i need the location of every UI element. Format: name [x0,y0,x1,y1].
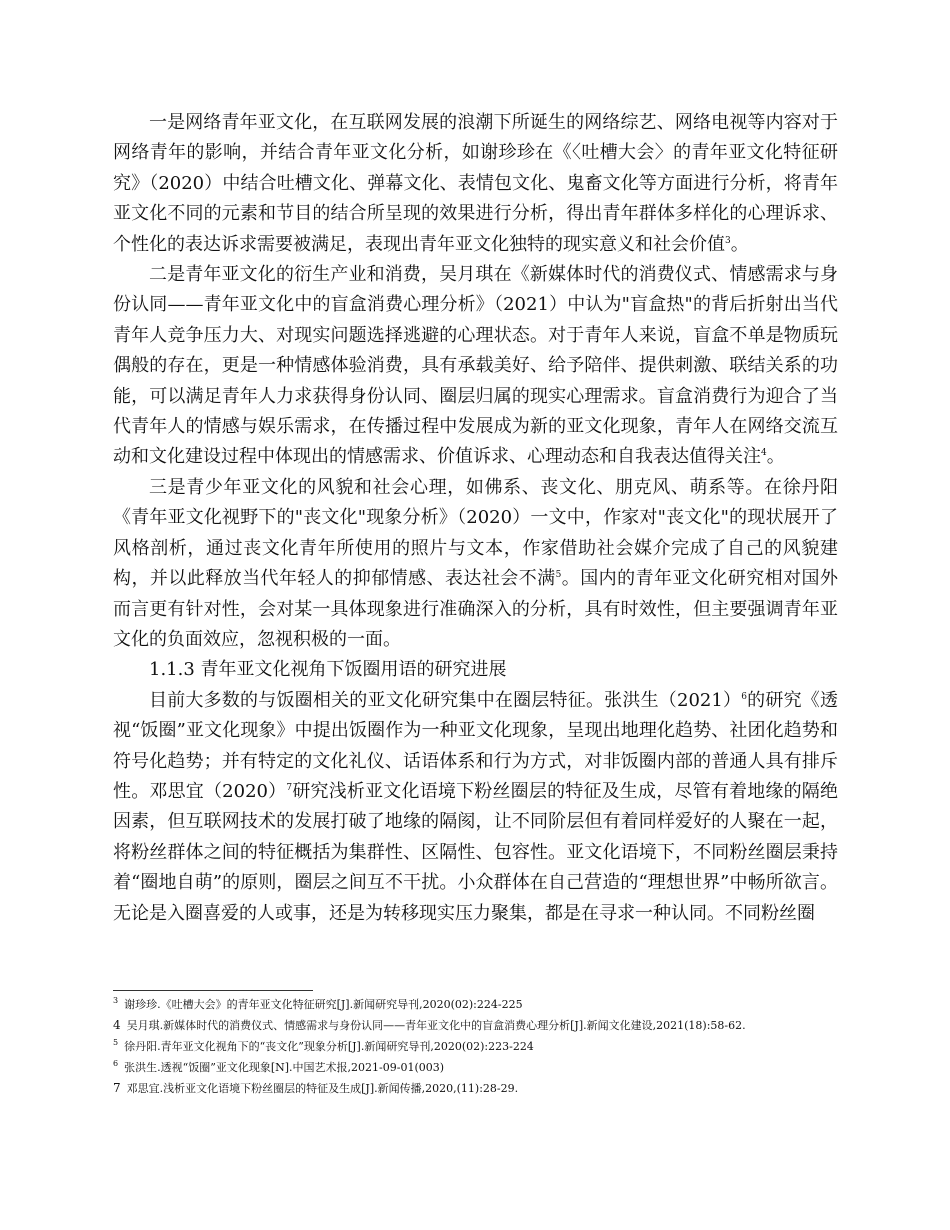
paragraph-style-and-psychology: 三是青少年亚文化的风貌和社会心理，如佛系、丧文化、朋克风、萌系等。在徐丹阳《青年亚文化视野下的"丧文化"现象分析》（2020）一文中，作家对"丧文化"的现状展开了风格剖析，通过丧文化青年所使用的照片与文本，作家借助社会媒介完成了自己的风貌建构，并以此释放当代年轻人的抑郁情感、表达社会不满$^5$。国内的青年亚文化研究相对国外而言更有针对性，会对某一具体现象进行准确深入的分析，具有时效性，但主要强调青年亚文化的负面效应，忽视积极的一面。 [113,476,838,650]
paragraph-fan-circle-research: 目前大多数的与饭圈相关的亚文化研究集中在圈层特征。张洪生（2021）$^6$的研究《透视“饭圈”亚文化现象》中提出饭圈作为一种亚文化现象，呈现出地理化趋势、社团化趋势和符号化趋势；并有特定的文化礼仪、话语体系和行为方式，对非饭圈内部的普通人具有排斥性。邓思宜（2020）$^7$研究浅析亚文化语境下粉丝圈层的特征及生成，尽管有着地缘的隔绝因素，但互联网技术的发展打破了地缘的隔阂，让不同阶层但有着同样爱好的人聚在一起，将粉丝群体之间的特征概括为集群性、区隔性、包容性。亚文化语境下，不同粉丝圈层秉持着“圈地自萌”的原则，圈层之间互不干扰。小众群体在自己营造的“理想世界”中畅所欲言。无论是入圈喜爱的人或事，还是为转移现实压力聚集，都是在寻求一种认同。不同粉丝圈 [113,689,839,924]
footnote-6: $^6$ 张洪生.透视“饭圈”亚文化现象[N].中国艺术报,2021-09-01(003) [113,1059,445,1074]
footnote-ref-7[interactable]: 7 [286,782,293,793]
footnote-4: 4 吴月琪.新媒体时代的消费仪式、情感需求与身份认同——青年亚文化中的盲盒消费心理分析[J].新闻文化建设,2021(18):58-62. [113,1018,746,1032]
footnote-ref-6[interactable]: 6 [741,691,747,702]
section-heading: 1.1.3 青年亚文化视角下饭圈用语的研究进展 [149,659,507,681]
footnote-ref-5[interactable]: 5 [555,570,562,581]
paragraph-derivative-industry: 二是青年亚文化的衍生产业和消费，吴月琪在《新媒体时代的消费仪式、情感需求与身份认同——青年亚文化中的盲盒消费心理分析》（2021）中认为"盲盒热"的背后折射出当代青年人竞争压力大、对现实问题选择逃避的心理状态。对于青年人来说，盲盒不单是物质玩偶般的存在，更是一种情感体验消费，具有承载美好、给予陪伴、提供刺激、联结关系的功能，可以满足青年人力求获得身份认同、圈层归属的现实心理需求。盲盒消费行为迎合了当代青年人的情感与娱乐需求，在传播过程中发展成为新的亚文化现象，青年人在网络交流互动和文化建设过程中体现出的情感需求、价值诉求、心理动态和自我表达值得关注$^4$。 [113,264,838,468]
footnote-7: 7 邓思宜.浅析亚文化语境下粉丝圈层的特征及生成[J].新闻传播,2020,(11):28-29. [113,1081,519,1095]
body-text [113,108,838,929]
footnote-3: $^3$ 谢珍珍.《吐槽大会》的青年亚文化特征研究[J].新闻研究导刊,2020(02):224-225 [113,996,523,1011]
footnote-ref-3[interactable]: 3 [725,235,731,246]
paragraph-online-youth-subculture: 一是网络青年亚文化，在互联网发展的浪潮下所诞生的网络综艺、网络电视等内容对于网络青年的影响，并结合青年亚文化分析，如谢珍珍在《〈吐槽大会〉的青年亚文化特征研究》（2020）中结合吐槽文化、弹幕文化、表情包文化、鬼畜文化等方面进行分析，将青年亚文化不同的元素和节目的结合所呈现的效果进行分析，得出青年群体多样化的心理诉求、个性化的表达诉求需要被满足，表现出青年亚文化独特的现实意义和社会价值$^3$。 [113,112,838,255]
footnote-divider [113,990,313,991]
footnotes [113,990,838,1102]
footnote-ref-4[interactable]: 4 [761,448,767,459]
footnote-5: $^5$ 徐丹阳.青年亚文化视角下的“丧文化”现象分析[J].新闻研究导刊,2020(02):223-224 [113,1038,534,1053]
